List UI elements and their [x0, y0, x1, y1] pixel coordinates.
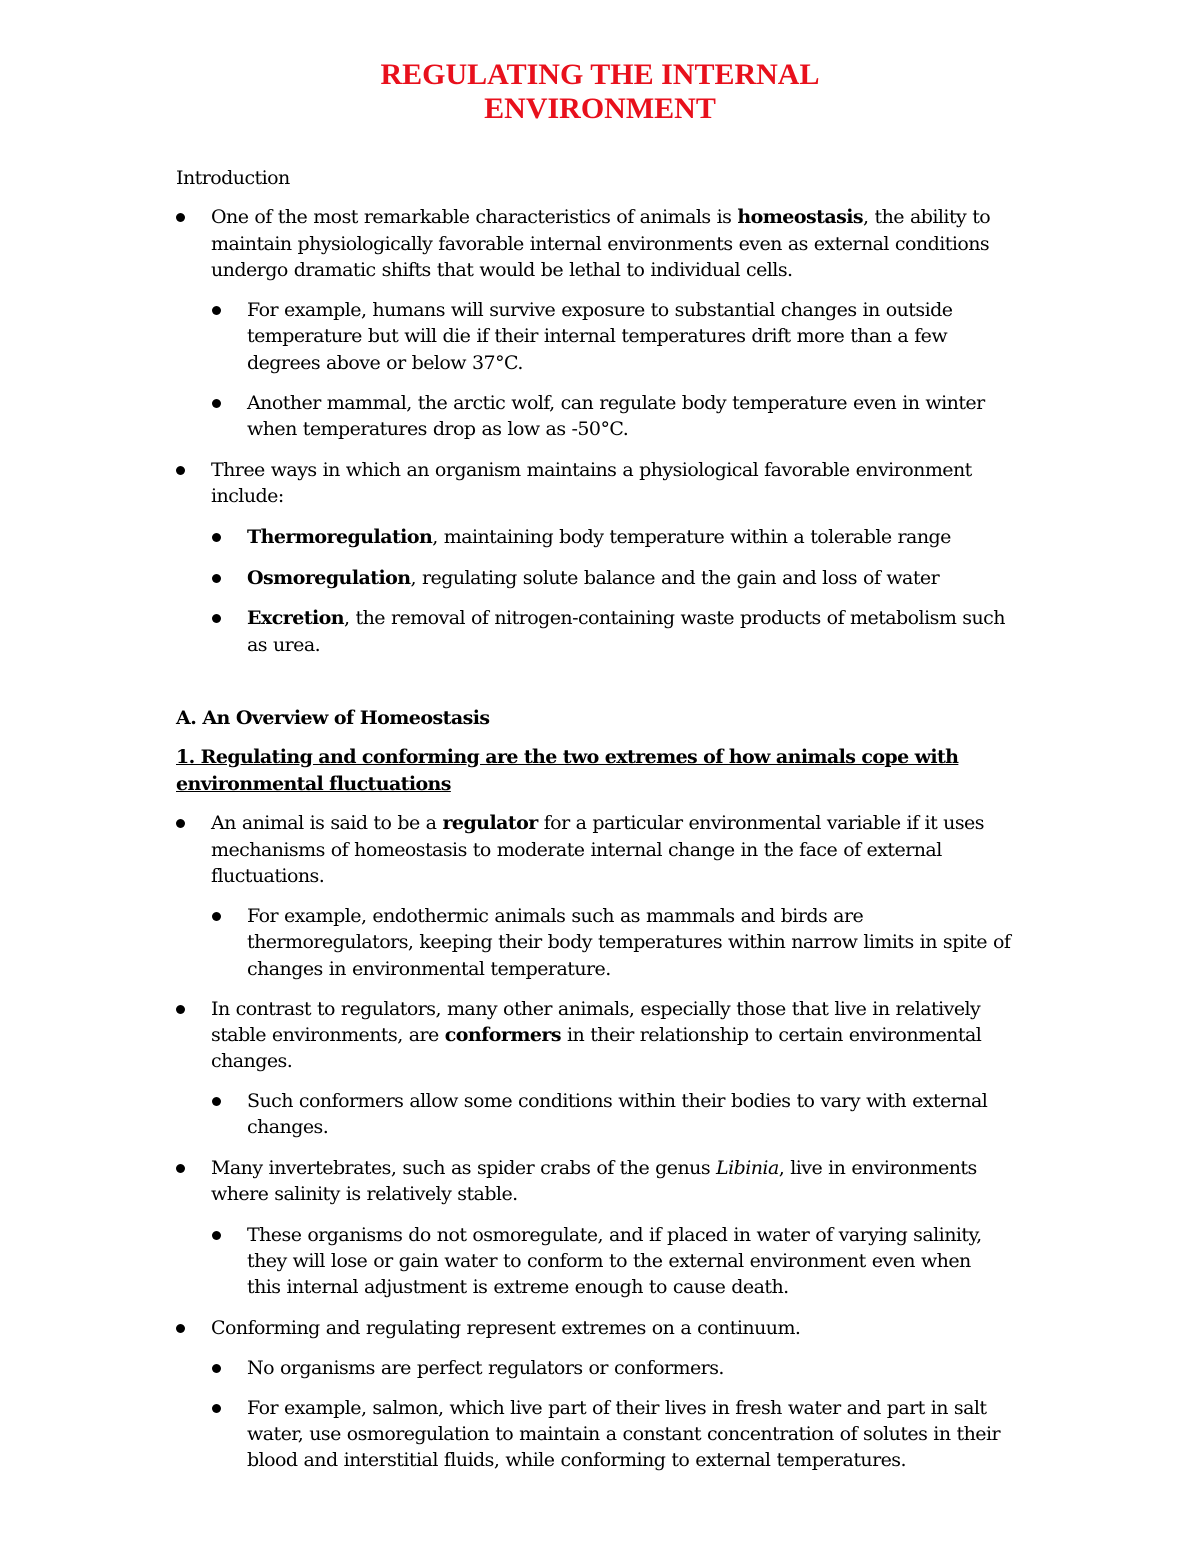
intro-p1a-line-2: temperature but will die if their internal temperatures drift more than a few: [247, 325, 948, 347]
intro-p2-line-1: Three ways in which an organism maintains a physiological favorable environment: [211, 459, 972, 481]
a-q2a-line-1: Such conformers allow some conditions within their bodies to vary with external: [247, 1090, 988, 1112]
bullet-icon: [212, 574, 221, 583]
a-q1-line-1: [211, 810, 984, 836]
a-q4b-line-3: blood and interstitial fluids, while conforming to external temperatures.: [247, 1449, 907, 1471]
intro-p2c-line-1: [247, 605, 1005, 631]
section-a-heading: A. An Overview of Homeostasis: [176, 707, 490, 729]
a-q1a-line-1: For example, endothermic animals such as mammals and birds are: [247, 905, 864, 927]
a-q3a-line-3: this internal adjustment is extreme enough to cause death.: [247, 1276, 789, 1298]
a-q3a-line-1: These organisms do not osmoregulate, and if placed in water of varying salinity,: [247, 1224, 982, 1246]
a-q4a-line-1: No organisms are perfect regulators or conformers.: [247, 1357, 724, 1379]
a-q2-line-1: In contrast to regulators, many other animals, especially those that live in relatively: [211, 998, 981, 1020]
a-q2a-line-2: changes.: [247, 1116, 329, 1138]
intro-p1-line-1: [211, 204, 990, 230]
text-run: , regulating solute balance and the gain and loss of water: [410, 567, 940, 589]
term-excretion: Excretion: [247, 607, 345, 629]
a-q1a-line-2: thermoregulators, keeping their body temperatures within narrow limits in spite of: [247, 931, 1011, 953]
intro-p1-line-3: undergo dramatic shifts that would be lethal to individual cells.: [211, 259, 793, 281]
a-q3a-line-2: they will lose or gain water to conform to the external environment even when: [247, 1250, 971, 1272]
intro-p1a-line-1: For example, humans will survive exposure to substantial changes in outside: [247, 299, 953, 321]
term-thermoregulation: Thermoregulation: [247, 526, 433, 548]
bullet-icon: [212, 614, 221, 623]
a-q1a-line-3: changes in environmental temperature.: [247, 958, 611, 980]
document-title-line-2: ENVIRONMENT: [484, 92, 716, 125]
a-q1-line-3: fluctuations.: [211, 865, 325, 887]
text-run: , the removal of nitrogen-containing waste products of metabolism such: [344, 607, 1005, 629]
intro-p2-line-2: include:: [211, 485, 284, 507]
subsection-1-heading-line-2: environmental fluctuations: [176, 773, 451, 795]
intro-p1b-line-2: when temperatures drop as low as -50°C.: [247, 418, 629, 440]
bullet-icon: [212, 533, 221, 542]
text-run: in their relationship to certain environmental: [561, 1024, 982, 1046]
text-run: stable environments, are: [211, 1024, 445, 1046]
bullet-icon: [212, 1231, 221, 1240]
a-q4b-line-2: water, use osmoregulation to maintain a constant concentration of solutes in their: [247, 1423, 1001, 1445]
text-run: for a particular environmental variable if it uses: [537, 812, 984, 834]
text-run: , maintaining body temperature within a tolerable range: [432, 526, 951, 548]
intro-p2a-line: [247, 524, 951, 550]
genus-name: Libinia: [716, 1157, 779, 1179]
document-title-line-1: REGULATING THE INTERNAL: [380, 58, 820, 91]
text-run: Many invertebrates, such as spider crabs of the genus: [211, 1157, 717, 1179]
a-q2-line-2: [211, 1022, 981, 1048]
term-conformers: conformers: [444, 1024, 562, 1046]
intro-p2b-line: [247, 565, 939, 591]
text-run: An animal is said to be a: [211, 812, 443, 834]
bullet-icon: [212, 399, 221, 408]
bullet-icon: [176, 466, 185, 475]
intro-p1-line-2: maintain physiologically favorable internal environments even as external conditions: [211, 233, 990, 255]
bullet-icon: [212, 1097, 221, 1106]
term-homeostasis: homeostasis: [737, 206, 864, 228]
term-osmoregulation: Osmoregulation: [247, 567, 411, 589]
term-regulator: regulator: [442, 812, 538, 834]
a-q3-line-2: where salinity is relatively stable.: [211, 1183, 518, 1205]
subsection-1-heading-line-1: 1. Regulating and conforming are the two extremes of how animals cope with: [176, 746, 959, 768]
a-q4-line-1: Conforming and regulating represent extremes on a continuum.: [211, 1317, 801, 1339]
intro-heading: Introduction: [176, 167, 290, 189]
bullet-icon: [176, 1324, 185, 1333]
text-run: , live in environments: [778, 1157, 977, 1179]
text-run: , the ability to: [863, 206, 991, 228]
text-run: One of the most remarkable characteristics of animals is: [211, 206, 738, 228]
bullet-icon: [212, 912, 221, 921]
bullet-icon: [176, 213, 185, 222]
intro-p1a-line-3: degrees above or below 37°C.: [247, 352, 523, 374]
a-q4b-line-1: For example, salmon, which live part of their lives in fresh water and part in salt: [247, 1397, 987, 1419]
bullet-icon: [176, 1164, 185, 1173]
a-q2-line-3: changes.: [211, 1050, 293, 1072]
bullet-icon: [212, 1404, 221, 1413]
a-q1-line-2: mechanisms of homeostasis to moderate internal change in the face of external: [211, 839, 942, 861]
intro-p2c-line-2: as urea.: [247, 634, 321, 656]
intro-p1b-line-1: Another mammal, the arctic wolf, can regulate body temperature even in winter: [247, 392, 985, 414]
bullet-icon: [212, 306, 221, 315]
bullet-icon: [176, 819, 185, 828]
bullet-icon: [176, 1005, 185, 1014]
bullet-icon: [212, 1364, 221, 1373]
a-q3-line-1: [211, 1155, 977, 1181]
